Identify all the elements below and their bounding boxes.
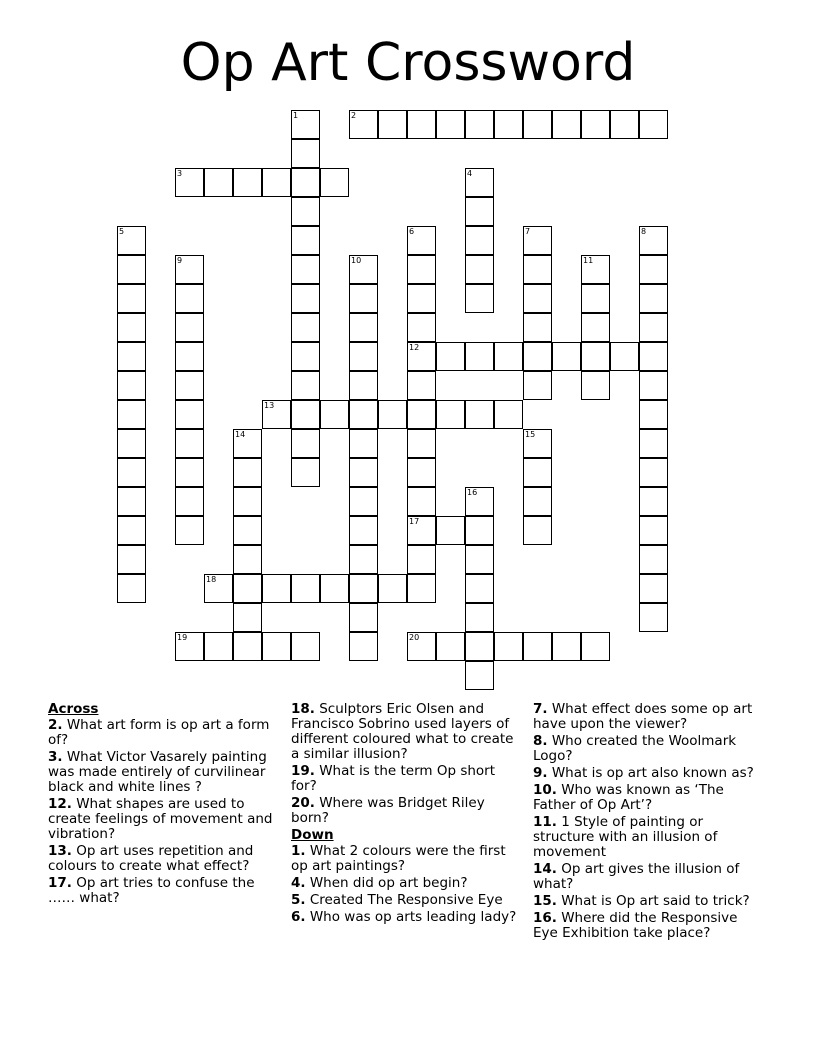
down-clue: 8. Who created the Woolmark Logo? xyxy=(533,733,737,764)
down-clue: 14. Op art gives the illusion of what? xyxy=(533,861,740,892)
grid-cell[interactable] xyxy=(407,110,436,139)
grid-cell[interactable] xyxy=(639,284,668,313)
grid-cell[interactable] xyxy=(639,545,668,574)
grid-cell[interactable] xyxy=(175,255,204,284)
grid-cell[interactable] xyxy=(291,574,320,603)
grid-cell[interactable] xyxy=(581,313,610,342)
grid-cell[interactable] xyxy=(523,487,552,516)
grid-cell[interactable] xyxy=(204,574,233,603)
grid-cell[interactable] xyxy=(117,255,146,284)
grid-cell[interactable] xyxy=(639,255,668,284)
down-clue: 10. Who was known as ‘The Father of Op Art’? xyxy=(533,782,724,813)
grid-cell[interactable] xyxy=(262,632,291,661)
grid-cell[interactable] xyxy=(465,342,494,371)
grid-cell[interactable] xyxy=(581,284,610,313)
clue-number: 11 xyxy=(583,256,594,265)
grid-cell[interactable] xyxy=(175,168,204,197)
grid-cell[interactable] xyxy=(291,632,320,661)
grid-cell[interactable] xyxy=(465,516,494,545)
grid-cell[interactable] xyxy=(349,284,378,313)
grid-cell[interactable] xyxy=(117,458,146,487)
down-clue: 11. 1 Style of painting or structure with an illusion of movement xyxy=(533,814,718,860)
grid-cell[interactable] xyxy=(233,168,262,197)
grid-cell[interactable] xyxy=(436,110,465,139)
grid-cell[interactable] xyxy=(117,284,146,313)
grid-cell[interactable] xyxy=(262,168,291,197)
grid-cell[interactable] xyxy=(204,632,233,661)
grid-cell[interactable] xyxy=(494,632,523,661)
grid-cell[interactable] xyxy=(117,371,146,400)
grid-cell[interactable] xyxy=(233,632,262,661)
grid-cell[interactable] xyxy=(407,400,436,429)
grid-cell[interactable] xyxy=(523,284,552,313)
grid-cell[interactable] xyxy=(117,545,146,574)
grid-cell[interactable] xyxy=(465,603,494,632)
grid-cell[interactable] xyxy=(523,342,552,371)
grid-cell[interactable] xyxy=(175,632,204,661)
grid-cell[interactable] xyxy=(204,168,233,197)
grid-cell[interactable] xyxy=(233,429,262,458)
grid-cell[interactable] xyxy=(233,603,262,632)
grid-cell[interactable] xyxy=(349,313,378,342)
grid-cell[interactable] xyxy=(465,255,494,284)
grid-cell[interactable] xyxy=(291,226,320,255)
grid-cell[interactable] xyxy=(639,516,668,545)
clue-number: 19 xyxy=(177,633,188,642)
grid-cell[interactable] xyxy=(378,574,407,603)
grid-cell[interactable] xyxy=(117,342,146,371)
grid-cell[interactable] xyxy=(407,371,436,400)
grid-cell[interactable] xyxy=(639,487,668,516)
clue-number: 18 xyxy=(206,575,217,584)
clue-number: 15 xyxy=(525,430,536,439)
grid-cell[interactable] xyxy=(436,516,465,545)
grid-cell[interactable] xyxy=(436,342,465,371)
grid-cell[interactable] xyxy=(291,255,320,284)
grid-cell[interactable] xyxy=(639,603,668,632)
grid-cell[interactable] xyxy=(349,458,378,487)
grid-cell[interactable] xyxy=(349,400,378,429)
grid-cell[interactable] xyxy=(523,371,552,400)
grid-cell[interactable] xyxy=(175,313,204,342)
grid-cell[interactable] xyxy=(233,516,262,545)
grid-cell[interactable] xyxy=(407,226,436,255)
clues-column-3 xyxy=(533,702,759,943)
grid-cell[interactable] xyxy=(581,255,610,284)
grid-cell[interactable] xyxy=(291,110,320,139)
across-clue: 2. What art form is op art a form of? xyxy=(48,717,270,748)
grid-cell[interactable] xyxy=(552,342,581,371)
grid-cell[interactable] xyxy=(465,574,494,603)
grid-cell[interactable] xyxy=(175,400,204,429)
clue-number: 5 xyxy=(119,227,125,236)
grid-cell[interactable] xyxy=(175,487,204,516)
across-clue: 20. Where was Bridget Riley born? xyxy=(291,795,485,826)
grid-cell[interactable] xyxy=(233,545,262,574)
grid-cell[interactable] xyxy=(378,110,407,139)
grid-cell[interactable] xyxy=(291,313,320,342)
grid-cell[interactable] xyxy=(349,574,378,603)
grid-cell[interactable] xyxy=(465,226,494,255)
grid-cell[interactable] xyxy=(349,371,378,400)
down-heading: Down xyxy=(291,827,334,843)
clue-number: 20 xyxy=(409,633,420,642)
clue-number: 10 xyxy=(351,256,362,265)
across-clue: 3. What Victor Vasarely painting was made entirely of curvilinear black and white lines ? xyxy=(48,749,267,795)
down-clue: 4. When did op art begin? xyxy=(291,875,468,891)
clue-number: 2 xyxy=(351,111,357,120)
grid-cell[interactable] xyxy=(639,574,668,603)
grid-cell[interactable] xyxy=(349,632,378,661)
grid-cell[interactable] xyxy=(639,400,668,429)
down-clue: 5. Created The Responsive Eye xyxy=(291,892,503,908)
grid-cell[interactable] xyxy=(407,632,436,661)
grid-cell[interactable] xyxy=(262,400,291,429)
clue-number: 12 xyxy=(409,343,420,352)
grid-cell[interactable] xyxy=(465,168,494,197)
grid-cell[interactable] xyxy=(523,429,552,458)
grid-cell[interactable] xyxy=(117,226,146,255)
clue-number: 17 xyxy=(409,517,420,526)
grid-cell[interactable] xyxy=(117,574,146,603)
grid-cell[interactable] xyxy=(291,371,320,400)
grid-cell[interactable] xyxy=(291,284,320,313)
grid-cell[interactable] xyxy=(465,487,494,516)
grid-cell[interactable] xyxy=(639,429,668,458)
grid-cell[interactable] xyxy=(639,342,668,371)
grid-cell[interactable] xyxy=(581,342,610,371)
grid-cell[interactable] xyxy=(291,139,320,168)
clue-number: 3 xyxy=(177,169,183,178)
across-clue: 19. What is the term Op short for? xyxy=(291,763,496,794)
grid-cell[interactable] xyxy=(349,487,378,516)
down-clue: 16. Where did the Responsive Eye Exhibition take place? xyxy=(533,910,738,941)
grid-cell[interactable] xyxy=(639,226,668,255)
grid-cell[interactable] xyxy=(610,110,639,139)
grid-cell[interactable] xyxy=(465,197,494,226)
grid-cell[interactable] xyxy=(117,516,146,545)
grid-cell[interactable] xyxy=(117,487,146,516)
grid-cell[interactable] xyxy=(523,110,552,139)
grid-cell[interactable] xyxy=(523,458,552,487)
grid-cell[interactable] xyxy=(465,661,494,690)
grid-cell[interactable] xyxy=(552,110,581,139)
grid-cell[interactable] xyxy=(175,342,204,371)
grid-cell[interactable] xyxy=(291,458,320,487)
grid-cell[interactable] xyxy=(552,632,581,661)
grid-cell[interactable] xyxy=(175,371,204,400)
grid-cell[interactable] xyxy=(233,458,262,487)
grid-cell[interactable] xyxy=(291,342,320,371)
grid-cell[interactable] xyxy=(349,516,378,545)
grid-cell[interactable] xyxy=(349,545,378,574)
grid-cell[interactable] xyxy=(117,429,146,458)
grid-cell[interactable] xyxy=(407,487,436,516)
grid-cell[interactable] xyxy=(349,110,378,139)
clue-number: 6 xyxy=(409,227,415,236)
grid-cell[interactable] xyxy=(291,197,320,226)
grid-cell[interactable] xyxy=(175,429,204,458)
grid-cell[interactable] xyxy=(581,110,610,139)
clue-number: 8 xyxy=(641,227,647,236)
grid-cell[interactable] xyxy=(407,516,436,545)
grid-cell[interactable] xyxy=(291,400,320,429)
grid-cell[interactable] xyxy=(639,371,668,400)
grid-cell[interactable] xyxy=(349,255,378,284)
down-clue: 6. Who was op arts leading lady? xyxy=(291,909,517,925)
grid-cell[interactable] xyxy=(175,516,204,545)
grid-cell[interactable] xyxy=(407,284,436,313)
grid-cell[interactable] xyxy=(639,458,668,487)
down-clue: 15. What is Op art said to trick? xyxy=(533,893,750,909)
grid-cell[interactable] xyxy=(436,632,465,661)
grid-cell[interactable] xyxy=(523,226,552,255)
grid-cell[interactable] xyxy=(639,110,668,139)
grid-cell[interactable] xyxy=(320,168,349,197)
grid-cell[interactable] xyxy=(291,168,320,197)
grid-cell[interactable] xyxy=(465,284,494,313)
grid-cell[interactable] xyxy=(320,574,349,603)
clue-number: 4 xyxy=(467,169,473,178)
grid-cell[interactable] xyxy=(407,255,436,284)
grid-cell[interactable] xyxy=(436,400,465,429)
grid-cell[interactable] xyxy=(117,313,146,342)
grid-cell[interactable] xyxy=(233,574,262,603)
grid-cell[interactable] xyxy=(523,313,552,342)
grid-cell[interactable] xyxy=(494,110,523,139)
grid-cell[interactable] xyxy=(407,458,436,487)
grid-cell[interactable] xyxy=(610,342,639,371)
grid-cell[interactable] xyxy=(494,400,523,429)
grid-cell[interactable] xyxy=(320,400,349,429)
across-clue: 18. Sculptors Eric Olsen and Francisco Sobrino used layers of different coloured what to create a similar illusion? xyxy=(291,701,514,762)
grid-cell[interactable] xyxy=(291,429,320,458)
grid-cell[interactable] xyxy=(465,545,494,574)
grid-cell[interactable] xyxy=(581,632,610,661)
grid-cell[interactable] xyxy=(465,110,494,139)
grid-cell[interactable] xyxy=(465,632,494,661)
grid-cell[interactable] xyxy=(117,400,146,429)
grid-cell[interactable] xyxy=(349,342,378,371)
across-clue: 12. What shapes are used to create feelings of movement and vibration? xyxy=(48,796,273,842)
clue-number: 13 xyxy=(264,401,275,410)
across-heading: Across xyxy=(48,701,99,717)
grid-cell[interactable] xyxy=(494,342,523,371)
down-clue: 1. What 2 colours were the first op art paintings? xyxy=(291,843,506,874)
down-clue: 7. What effect does some op art have upon the viewer? xyxy=(533,701,753,732)
grid-cell[interactable] xyxy=(378,400,407,429)
grid-cell[interactable] xyxy=(349,429,378,458)
across-clue: 13. Op art uses repetition and colours to create what effect? xyxy=(48,843,254,874)
grid-cell[interactable] xyxy=(465,400,494,429)
clues-column-2 xyxy=(291,702,523,927)
grid-cell[interactable] xyxy=(233,487,262,516)
grid-cell[interactable] xyxy=(175,458,204,487)
grid-cell[interactable] xyxy=(349,603,378,632)
across-clue: 17. Op art tries to confuse the …… what? xyxy=(48,875,255,906)
grid-cell[interactable] xyxy=(407,429,436,458)
grid-cell[interactable] xyxy=(581,371,610,400)
grid-cell[interactable] xyxy=(523,632,552,661)
clue-number: 7 xyxy=(525,227,531,236)
clues-column-1 xyxy=(48,702,278,908)
grid-cell[interactable] xyxy=(523,516,552,545)
clue-number: 16 xyxy=(467,488,478,497)
clue-number: 9 xyxy=(177,256,183,265)
grid-cell[interactable] xyxy=(407,545,436,574)
grid-cell[interactable] xyxy=(262,574,291,603)
grid-cell[interactable] xyxy=(407,313,436,342)
grid-cell[interactable] xyxy=(639,313,668,342)
page-title: Op Art Crossword xyxy=(180,33,636,93)
clue-number: 14 xyxy=(235,430,246,439)
grid-cell[interactable] xyxy=(175,284,204,313)
clue-number: 1 xyxy=(293,111,299,120)
grid-cell[interactable] xyxy=(407,574,436,603)
down-clue: 9. What is op art also known as? xyxy=(533,765,754,781)
grid-cell[interactable] xyxy=(407,342,436,371)
grid-cell[interactable] xyxy=(523,255,552,284)
